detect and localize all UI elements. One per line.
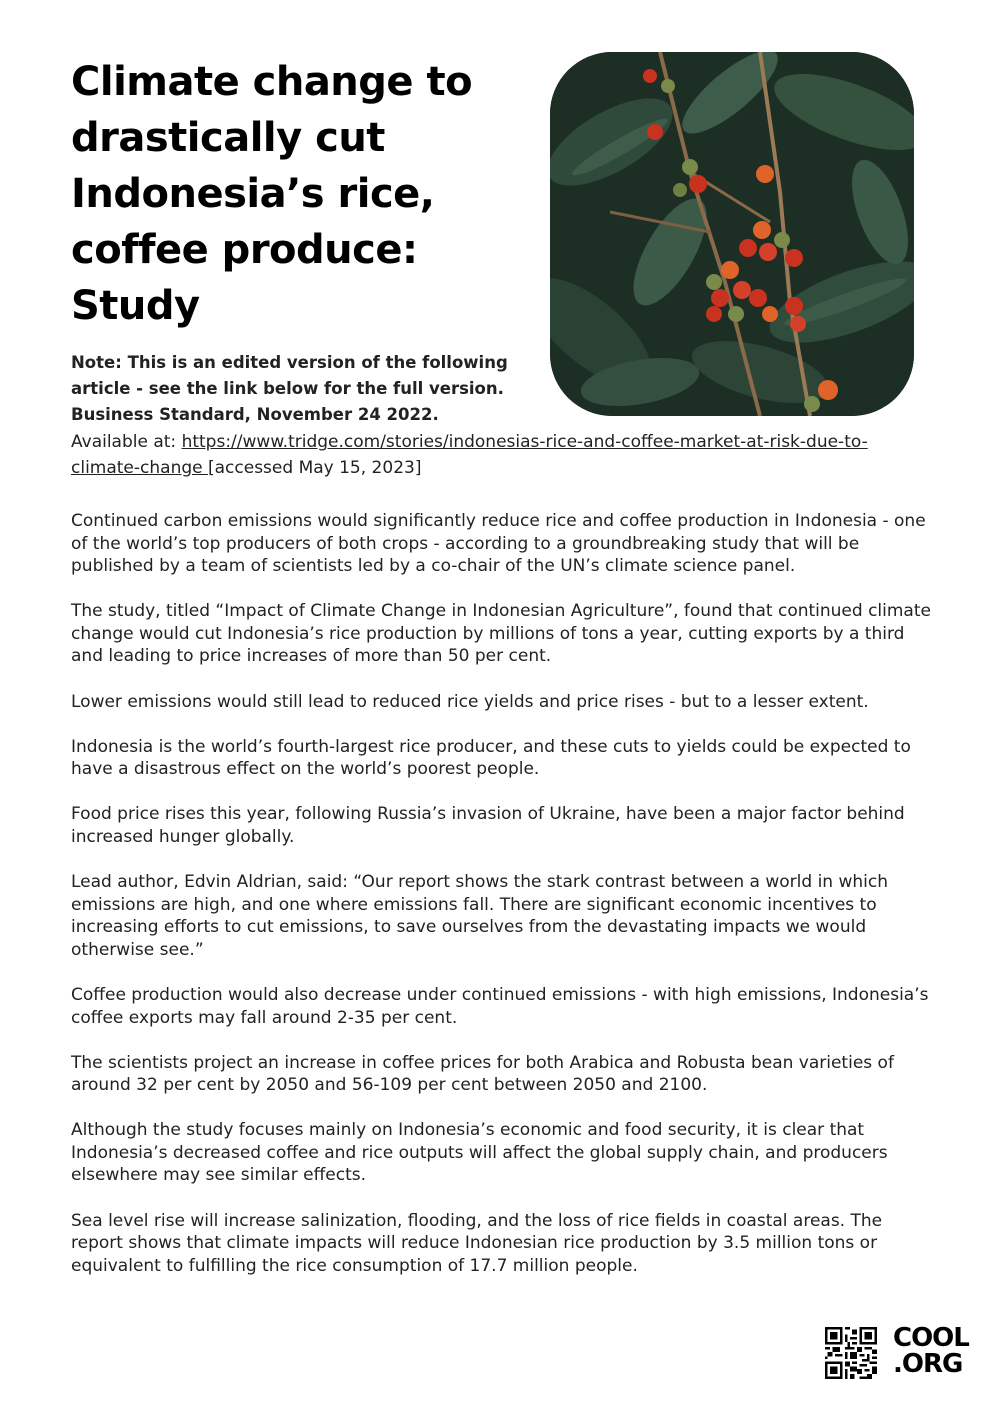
source-link[interactable]: https://www.tridge.com/stories/indonesias-rice-and-coffee-market-at-risk-due-to-climate-change bbox=[71, 432, 868, 478]
paragraph: Lower emissions would still lead to reduced rice yields and price rises - but to a lesser extent. bbox=[71, 691, 869, 712]
logo-line-2: .ORG bbox=[893, 1349, 963, 1379]
paragraph: Coffee production would also decrease under continued emissions - with high emissions, Indonesia’s coffee exports may fall around 2-35 per cent. bbox=[71, 984, 929, 1028]
paragraph: Lead author, Edvin Aldrian, said: “Our report shows the stark contrast between a world in which emissions are high, and one where emissions fall. There are significant economic incentives to increasing efforts to cut emissions, to save ourselves from the devastating impacts we would otherwise see.” bbox=[71, 872, 888, 960]
edited-version-note: Note: This is an edited version of the following article - see the link below for the full version. Business Standard, November 24 2022. bbox=[71, 353, 508, 424]
coffee-plant-illustration bbox=[550, 52, 914, 416]
coffee-cherries-photo bbox=[550, 52, 914, 416]
source-accessed-date: [accessed May 15, 2023] bbox=[208, 458, 422, 478]
qr-code-icon[interactable] bbox=[825, 1327, 877, 1379]
article-body bbox=[71, 510, 931, 1300]
source-prefix: Available at: bbox=[71, 432, 182, 452]
paragraph: Sea level rise will increase salinization, flooding, and the loss of rice fields in coastal areas. The report shows that climate impacts will reduce Indonesian rice production by 3.5 million tons or equivalent to fulfilling the rice consumption of 17.7 million people. bbox=[71, 1210, 883, 1276]
logo-line-1: COOL bbox=[893, 1323, 969, 1353]
paragraph: The study, titled “Impact of Climate Change in Indonesian Agriculture”, found that continued climate change would cut Indonesia’s rice production by millions of tons a year, cutting exports by a third and leading to price increases of more than 50 per cent. bbox=[71, 601, 931, 667]
paragraph: Continued carbon emissions would significantly reduce rice and coffee production in Indonesia - one of the world’s top producers of both crops - according to a groundbreaking study that will be published by a team of scientists led by a co-chair of the UN’s climate science panel. bbox=[71, 511, 926, 577]
article-title: Climate change to drastically cut Indonesia’s rice, coffee produce: Study bbox=[71, 59, 473, 329]
paragraph: The scientists project an increase in coffee prices for both Arabica and Robusta bean varieties of around 32 per cent by 2050 and 56-109 per cent between 2050 and 2100. bbox=[71, 1052, 894, 1096]
paragraph: Food price rises this year, following Russia’s invasion of Ukraine, have been a major factor behind increased hunger globally. bbox=[71, 804, 905, 847]
source-citation bbox=[71, 429, 931, 481]
cool-org-logo bbox=[893, 1325, 975, 1381]
paragraph: Although the study focuses mainly on Indonesia’s economic and food security, it is clear that Indonesia’s decreased coffee and rice outputs will affect the global supply chain, and producers elsewhere may see similar effects. bbox=[71, 1120, 888, 1186]
paragraph: Indonesia is the world’s fourth-largest rice producer, and these cuts to yields could be expected to have a disastrous effect on the world’s poorest people. bbox=[71, 736, 911, 780]
